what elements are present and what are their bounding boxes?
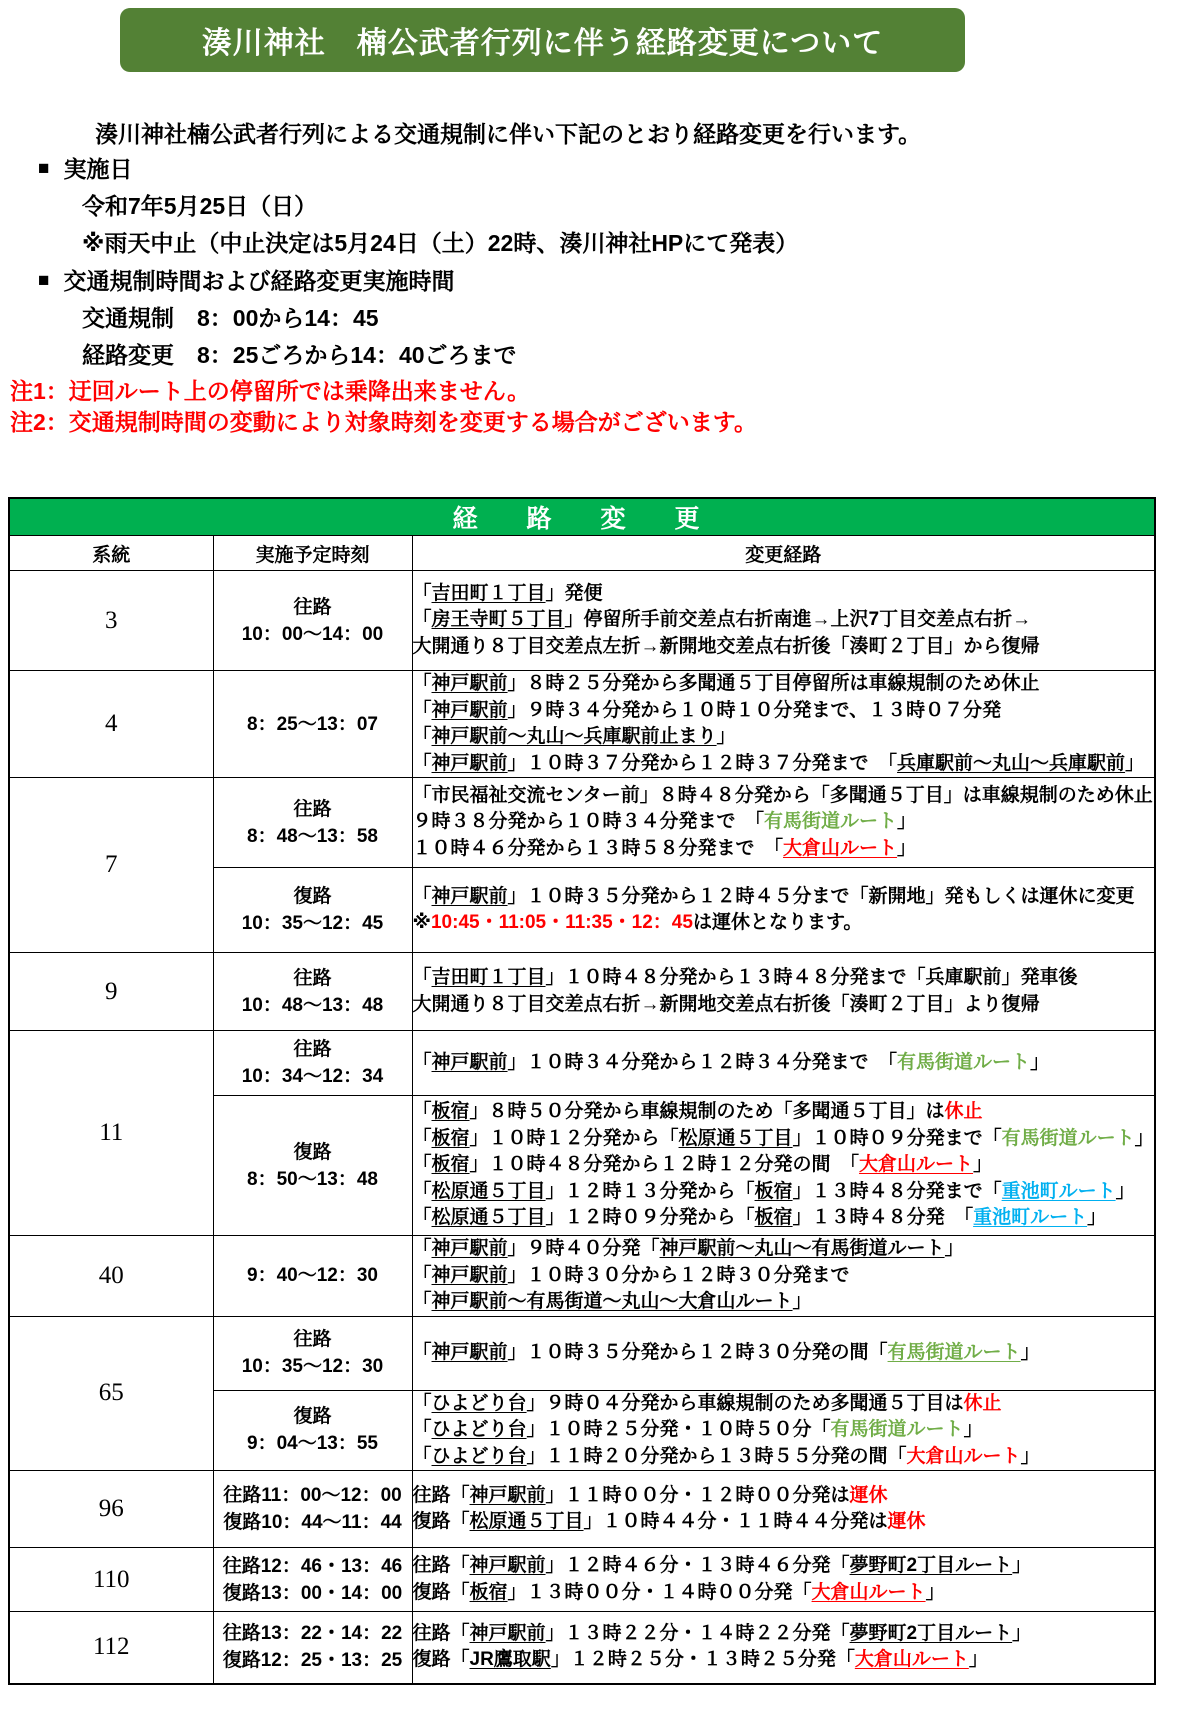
text-run: 」 — [792, 1291, 812, 1312]
detail-line — [413, 1509, 1155, 1536]
detail-line — [413, 1263, 1155, 1290]
text-run: 」１２時２５分・１３時２５分発「 — [550, 1649, 855, 1671]
intro-text: 湊川神社楠公武者行列による交通規制に伴い下記のとおり経路変更を行います。 — [95, 121, 922, 147]
detail-line — [413, 698, 1155, 725]
route-number-cell: 7 — [9, 778, 213, 953]
text-run: 有馬街道ルート — [887, 1341, 1021, 1363]
text-run: 」９時４０分発「 — [507, 1238, 660, 1259]
detail-cell — [412, 1316, 1155, 1390]
time-cell — [213, 671, 412, 778]
text-run: 10:45・11:05・11:35・12：45 — [430, 912, 693, 933]
warning-notes — [10, 376, 757, 438]
text-run: 「 — [412, 967, 432, 988]
text-run: 復路「 — [412, 1581, 470, 1603]
text-run: ９時３８分発から１０時３４分発まで 「 — [412, 811, 765, 833]
text-run: 「 — [412, 1419, 432, 1440]
text-run: 板宿 — [469, 1581, 508, 1603]
time-line: 10：35～12：45 — [241, 913, 384, 934]
text-run: 」 — [1134, 1127, 1154, 1149]
detail-line — [413, 724, 1155, 751]
info-sections — [38, 150, 798, 374]
text-run: 「 — [412, 1264, 432, 1286]
detail-line — [413, 1444, 1155, 1471]
text-run: 」１２時４６分・１３時４６分発「 — [545, 1555, 850, 1576]
text-run: 」１０時１２分発から「 — [469, 1127, 679, 1149]
text-run: 」１０時３５分発から１２時３０分発の間「 — [507, 1341, 888, 1363]
time-line: 復路12：25・13：25 — [222, 1650, 403, 1672]
detail-line — [413, 607, 1155, 634]
detail-line — [413, 634, 1155, 661]
text-run: 往路「 — [412, 1555, 470, 1576]
table-row — [9, 778, 1155, 868]
detail-line — [413, 1050, 1155, 1077]
time-cell — [213, 868, 412, 953]
detail-cell — [412, 1390, 1155, 1471]
time-line: 往路 — [293, 1329, 332, 1350]
table-row — [9, 1612, 1155, 1684]
text-run: 運休 — [887, 1511, 926, 1532]
text-run: 有馬街道ルート — [830, 1419, 964, 1440]
route-number-cell: 4 — [9, 671, 213, 778]
time-cell — [213, 1031, 412, 1096]
text-run: 休止 — [963, 1392, 1002, 1414]
time-cell — [213, 1096, 412, 1236]
column-header: 変更経路 — [412, 536, 1155, 571]
page-title: 湊川神社 楠公武者行列に伴う経路変更について — [120, 8, 965, 72]
section-line: ※雨天中止（中止決定は5月24日（土）22時、湊川神社HPにて発表） — [82, 230, 799, 256]
text-run: 「 — [412, 1127, 432, 1149]
text-run: 神戸駅前 — [469, 1555, 546, 1576]
section-line: 経路変更 8：25ごろから14：40ごろまで — [82, 342, 517, 368]
route-number-cell: 110 — [9, 1548, 213, 1612]
text-run: 神戸駅前 — [431, 885, 508, 907]
time-cell — [213, 953, 412, 1031]
text-run: 」１０時０９分発まで「 — [792, 1127, 1002, 1149]
detail-line — [413, 1580, 1155, 1607]
table-row — [9, 1031, 1155, 1096]
detail-line — [413, 1647, 1155, 1674]
detail-line — [413, 1152, 1155, 1179]
text-run: 有馬街道ルート — [897, 1051, 1031, 1073]
route-number-cell: 96 — [9, 1471, 213, 1548]
text-run: 大倉山ルート — [859, 1154, 974, 1176]
text-run: 」１０時３４分発から１２時３４分発まで 「 — [507, 1051, 898, 1073]
text-run: 」１３時２２分・１４時２２分発「 — [545, 1622, 850, 1644]
text-run: 」 — [1012, 1622, 1032, 1644]
time-line: 8：48～13：58 — [247, 825, 378, 847]
detail-line — [413, 836, 1155, 863]
time-line: 復路 — [293, 1141, 332, 1163]
text-run: 房王寺町５丁目 — [431, 609, 565, 631]
detail-cell — [412, 1031, 1155, 1096]
text-run: 「市民福祉交流センター前」８時４８分発から「多聞通５丁目」は車線規制のため休止 — [412, 784, 1153, 806]
text-run: 神戸駅前 — [431, 1051, 508, 1073]
table-row — [9, 1236, 1155, 1317]
column-header: 実施予定時刻 — [213, 536, 412, 571]
text-run: 松原通５丁目 — [678, 1127, 793, 1149]
section-heading — [38, 150, 798, 188]
time-line: 9：04～13：55 — [247, 1433, 378, 1455]
note-line: 注1：迂回ルート上の停留所では乗降出来ません。 — [10, 378, 531, 404]
text-run: 」 — [1020, 1445, 1040, 1467]
text-run: 「 — [412, 1238, 432, 1259]
route-number-cell: 11 — [9, 1031, 213, 1236]
route-number-cell: 40 — [9, 1236, 213, 1317]
time-cell — [213, 1236, 412, 1317]
text-run: 」 — [1012, 1555, 1032, 1576]
text-run: 「 — [412, 1392, 432, 1414]
text-run: 夢野町2丁目ルート — [849, 1622, 1013, 1644]
text-run: 松原通５丁目 — [431, 1207, 546, 1229]
text-run: 」１３時００分・１４時００分発「 — [507, 1581, 812, 1603]
text-run: 重池町ルート — [973, 1207, 1088, 1229]
text-run: 」 — [968, 1649, 988, 1671]
table-caption: 経 路 変 更 — [9, 498, 1155, 536]
square-bullet-icon: ■ — [38, 270, 50, 291]
text-run: 「 — [412, 1445, 432, 1467]
text-run: ※ — [412, 912, 431, 933]
text-run: 」 — [897, 837, 917, 859]
table-header-row — [9, 536, 1155, 571]
table-row — [9, 1316, 1155, 1390]
text-run: 板宿 — [431, 1101, 470, 1123]
text-run: 有馬街道ルート — [1001, 1127, 1135, 1149]
note-line: 注2：交通規制時間の変動により対象時刻を変更する場合がございます。 — [10, 409, 757, 435]
detail-line — [413, 1621, 1155, 1648]
text-run: 「 — [412, 699, 432, 721]
time-line: 復路13：00・14：00 — [222, 1582, 403, 1604]
detail-line — [413, 884, 1155, 911]
text-run: 神戸駅前 — [431, 752, 508, 774]
text-run: 夢野町2丁目ルート — [849, 1555, 1013, 1576]
text-run: 」１１時２０分発から１３時５５分発の間「 — [526, 1445, 907, 1467]
time-line: 10：35～12：30 — [241, 1356, 384, 1377]
time-line: 復路 — [293, 1406, 332, 1428]
text-run: 」１０時２５分発・１０時５０分「 — [526, 1419, 831, 1440]
text-run: 「 — [412, 726, 432, 747]
detail-line — [413, 1483, 1155, 1510]
text-run: 大倉山ルート — [854, 1649, 969, 1671]
text-run: 休止 — [944, 1101, 983, 1123]
text-run: 」 — [925, 1581, 945, 1603]
text-run: 」 — [1020, 1341, 1040, 1363]
text-run: 」 — [1030, 1051, 1050, 1073]
time-line: 往路 — [293, 798, 332, 820]
text-run: 復路「 — [412, 1511, 470, 1532]
table-caption-row — [9, 498, 1155, 536]
text-run: 」発便 — [545, 582, 603, 604]
text-run: 神戸駅前 — [469, 1484, 546, 1506]
detail-cell — [412, 1612, 1155, 1684]
detail-line — [413, 581, 1155, 608]
text-run: 板宿 — [754, 1180, 793, 1202]
text-run: 神戸駅前 — [431, 673, 508, 694]
text-run: 「 — [412, 673, 432, 694]
detail-cell — [412, 671, 1155, 778]
table-row — [9, 953, 1155, 1031]
text-run: 「 — [412, 582, 432, 604]
text-run: 「 — [412, 1341, 432, 1363]
time-line: 9：40～12：30 — [247, 1265, 378, 1287]
text-run: 「 — [412, 1180, 432, 1202]
route-change-table — [8, 497, 1156, 1685]
time-line: 往路12：46・13：46 — [222, 1555, 403, 1577]
text-run: 大倉山ルート — [783, 837, 898, 859]
time-line: 往路 — [293, 1039, 332, 1060]
text-run: 」１０時３７分発から１２時３７分発まで 「 — [507, 752, 898, 774]
text-run: 復路「 — [412, 1649, 470, 1671]
detail-line — [413, 1126, 1155, 1153]
text-run: 」１２時１３分発から「 — [545, 1180, 755, 1202]
text-run: ひよどり台 — [431, 1392, 527, 1414]
route-number-cell: 3 — [9, 571, 213, 671]
detail-line — [413, 1289, 1155, 1316]
detail-line — [413, 751, 1155, 778]
detail-cell — [412, 953, 1155, 1031]
text-run: 」 — [963, 1419, 983, 1440]
time-cell — [213, 1316, 412, 1390]
text-run: 神戸駅前 — [431, 1238, 508, 1259]
text-run: 神戸駅前～丸山～有馬街道ルート — [659, 1238, 945, 1259]
detail-line — [413, 1205, 1155, 1232]
detail-line — [413, 1179, 1155, 1206]
text-run: 神戸駅前 — [431, 1264, 508, 1286]
text-run: 「 — [412, 885, 432, 907]
text-run: 」１２時０９分発から「 — [545, 1207, 755, 1229]
text-run: 吉田町１丁目 — [431, 582, 546, 604]
time-line: 10：34～12：34 — [241, 1066, 384, 1087]
table-row — [9, 1548, 1155, 1612]
table-row — [9, 571, 1155, 671]
text-run: 吉田町１丁目 — [431, 967, 546, 988]
text-run: 松原通５丁目 — [431, 1180, 546, 1202]
time-cell — [213, 1548, 412, 1612]
text-run: 兵庫駅前～丸山～兵庫駅前 — [897, 752, 1126, 774]
text-run: 」 — [1087, 1207, 1107, 1229]
text-run: 」１０時４８分発から１３時４８分発まで「兵庫駅前」発車後 — [545, 967, 1078, 988]
time-cell — [213, 1471, 412, 1548]
square-bullet-icon: ■ — [38, 158, 50, 179]
detail-line — [413, 671, 1155, 698]
text-run: 「 — [412, 1101, 432, 1123]
text-run: １０時４６分発から１３時５８分発まで 「 — [412, 837, 784, 859]
text-run: 」１０時３５分発から１２時４５分まで「新開地」発もしくは運休に変更 — [507, 885, 1135, 907]
route-number-cell: 65 — [9, 1316, 213, 1471]
detail-line — [413, 1340, 1155, 1367]
detail-line — [413, 992, 1155, 1019]
column-header: 系統 — [9, 536, 213, 571]
text-run: 」 — [944, 1238, 964, 1259]
text-run: 」 — [716, 726, 736, 747]
text-run: 大開通り８丁目交差点左折→新開地交差点右折後「湊町２丁目」から復帰 — [412, 635, 1040, 657]
text-run: 」 — [973, 1154, 993, 1176]
time-line: 10：00～14：00 — [241, 623, 384, 645]
text-run: 」１３時４８分発まで「 — [792, 1180, 1002, 1202]
section-line: 令和7年5月25日（日） — [82, 193, 318, 219]
text-run: 松原通５丁目 — [469, 1511, 584, 1532]
text-run: は運休となります。 — [692, 912, 863, 933]
text-run: 」８時５０分発から車線規制のため「多聞通５丁目」は — [469, 1101, 945, 1123]
time-cell — [213, 1612, 412, 1684]
text-run: 神戸駅前 — [431, 1341, 508, 1363]
time-cell — [213, 571, 412, 671]
detail-line — [413, 965, 1155, 992]
time-cell — [213, 778, 412, 868]
text-run: 運休 — [849, 1484, 888, 1506]
text-run: 」 — [1115, 1180, 1135, 1202]
section-heading — [38, 262, 798, 300]
text-run: 重池町ルート — [1001, 1180, 1116, 1202]
detail-cell — [412, 868, 1155, 953]
text-run: 「 — [412, 1291, 432, 1312]
time-line: 復路 — [293, 886, 332, 907]
detail-cell — [412, 1096, 1155, 1236]
detail-line — [413, 1099, 1155, 1126]
time-line: 復路10：44～11：44 — [223, 1512, 402, 1533]
table-row — [9, 1471, 1155, 1548]
table-row — [9, 671, 1155, 778]
detail-line — [413, 1391, 1155, 1418]
text-run: 」 — [1125, 752, 1145, 774]
text-run: 大倉山ルート — [906, 1445, 1021, 1467]
time-line: 往路11：00～12：00 — [223, 1485, 402, 1506]
section-line: 交通規制 8：00から14：45 — [82, 305, 379, 331]
detail-cell — [412, 1236, 1155, 1317]
text-run: 」 — [897, 811, 917, 833]
time-line: 往路 — [293, 596, 332, 618]
text-run: 板宿 — [431, 1127, 470, 1149]
detail-cell — [412, 778, 1155, 868]
text-run: 「 — [412, 1051, 432, 1073]
text-run: 有馬街道ルート — [764, 811, 898, 833]
detail-line — [413, 809, 1155, 836]
text-run: 板宿 — [431, 1154, 470, 1176]
route-number-cell: 112 — [9, 1612, 213, 1684]
section-heading-label: 実施日 — [63, 156, 133, 182]
text-run: 「 — [412, 1207, 432, 1229]
text-run: 「 — [412, 752, 432, 774]
text-run: 」１１時００分・１２時００分発は — [545, 1484, 850, 1506]
detail-line — [413, 1553, 1155, 1580]
detail-line — [413, 783, 1155, 810]
text-run: 」９時０４分発から車線規制のため多聞通５丁目は — [526, 1392, 964, 1414]
time-line: 8：50～13：48 — [247, 1168, 378, 1190]
text-run: 神戸駅前～丸山～兵庫駅前止まり — [431, 726, 717, 747]
route-number-cell: 9 — [9, 953, 213, 1031]
text-run: 神戸駅前 — [431, 699, 508, 721]
text-run: 」１０時４４分・１１時４４分発は — [583, 1511, 888, 1532]
text-run: ひよどり台 — [431, 1445, 527, 1467]
detail-cell — [412, 1548, 1155, 1612]
detail-line — [413, 1417, 1155, 1444]
detail-cell — [412, 1471, 1155, 1548]
time-line: 10：48～13：48 — [241, 994, 384, 1016]
text-run: 大倉山ルート — [811, 1581, 926, 1603]
text-run: 「 — [412, 1154, 432, 1176]
text-run: 往路「 — [412, 1484, 470, 1506]
text-run: JR鷹取駅 — [469, 1649, 551, 1671]
text-run: 神戸駅前～有馬街道～丸山～大倉山ルート — [431, 1291, 793, 1312]
text-run: 」９時３４分発から１０時１０分発まで、１３時０７分発 — [507, 699, 1002, 721]
text-run: 」１０時３０分から１２時３０分発まで — [507, 1264, 850, 1286]
text-run: 「 — [412, 609, 432, 631]
text-run: 神戸駅前 — [469, 1622, 546, 1644]
text-run: 大開通り８丁目交差点右折→新開地交差点右折後「湊町２丁目」より復帰 — [412, 993, 1040, 1015]
detail-line — [413, 910, 1155, 937]
text-run: 板宿 — [754, 1207, 793, 1229]
text-run: 往路「 — [412, 1622, 470, 1644]
text-run: 」停留所手前交差点右折南進→上沢7丁目交差点右折→ — [564, 609, 1032, 631]
time-line: 8：25～13：07 — [247, 713, 378, 735]
time-line: 往路 — [293, 967, 332, 989]
detail-line — [413, 1236, 1155, 1263]
section-heading-label: 交通規制時間および経路変更実施時間 — [63, 268, 455, 294]
time-line: 往路13：22・14：22 — [222, 1623, 403, 1645]
text-run: ひよどり台 — [431, 1419, 527, 1440]
time-cell — [213, 1390, 412, 1471]
text-run: 」１０時４８分発から１２時１２分発の間 「 — [469, 1154, 860, 1176]
text-run: 」８時２５分発から多聞通５丁目停留所は車線規制のため休止 — [507, 673, 1040, 694]
detail-cell — [412, 571, 1155, 671]
text-run: 」１３時４８分発 「 — [792, 1207, 974, 1229]
